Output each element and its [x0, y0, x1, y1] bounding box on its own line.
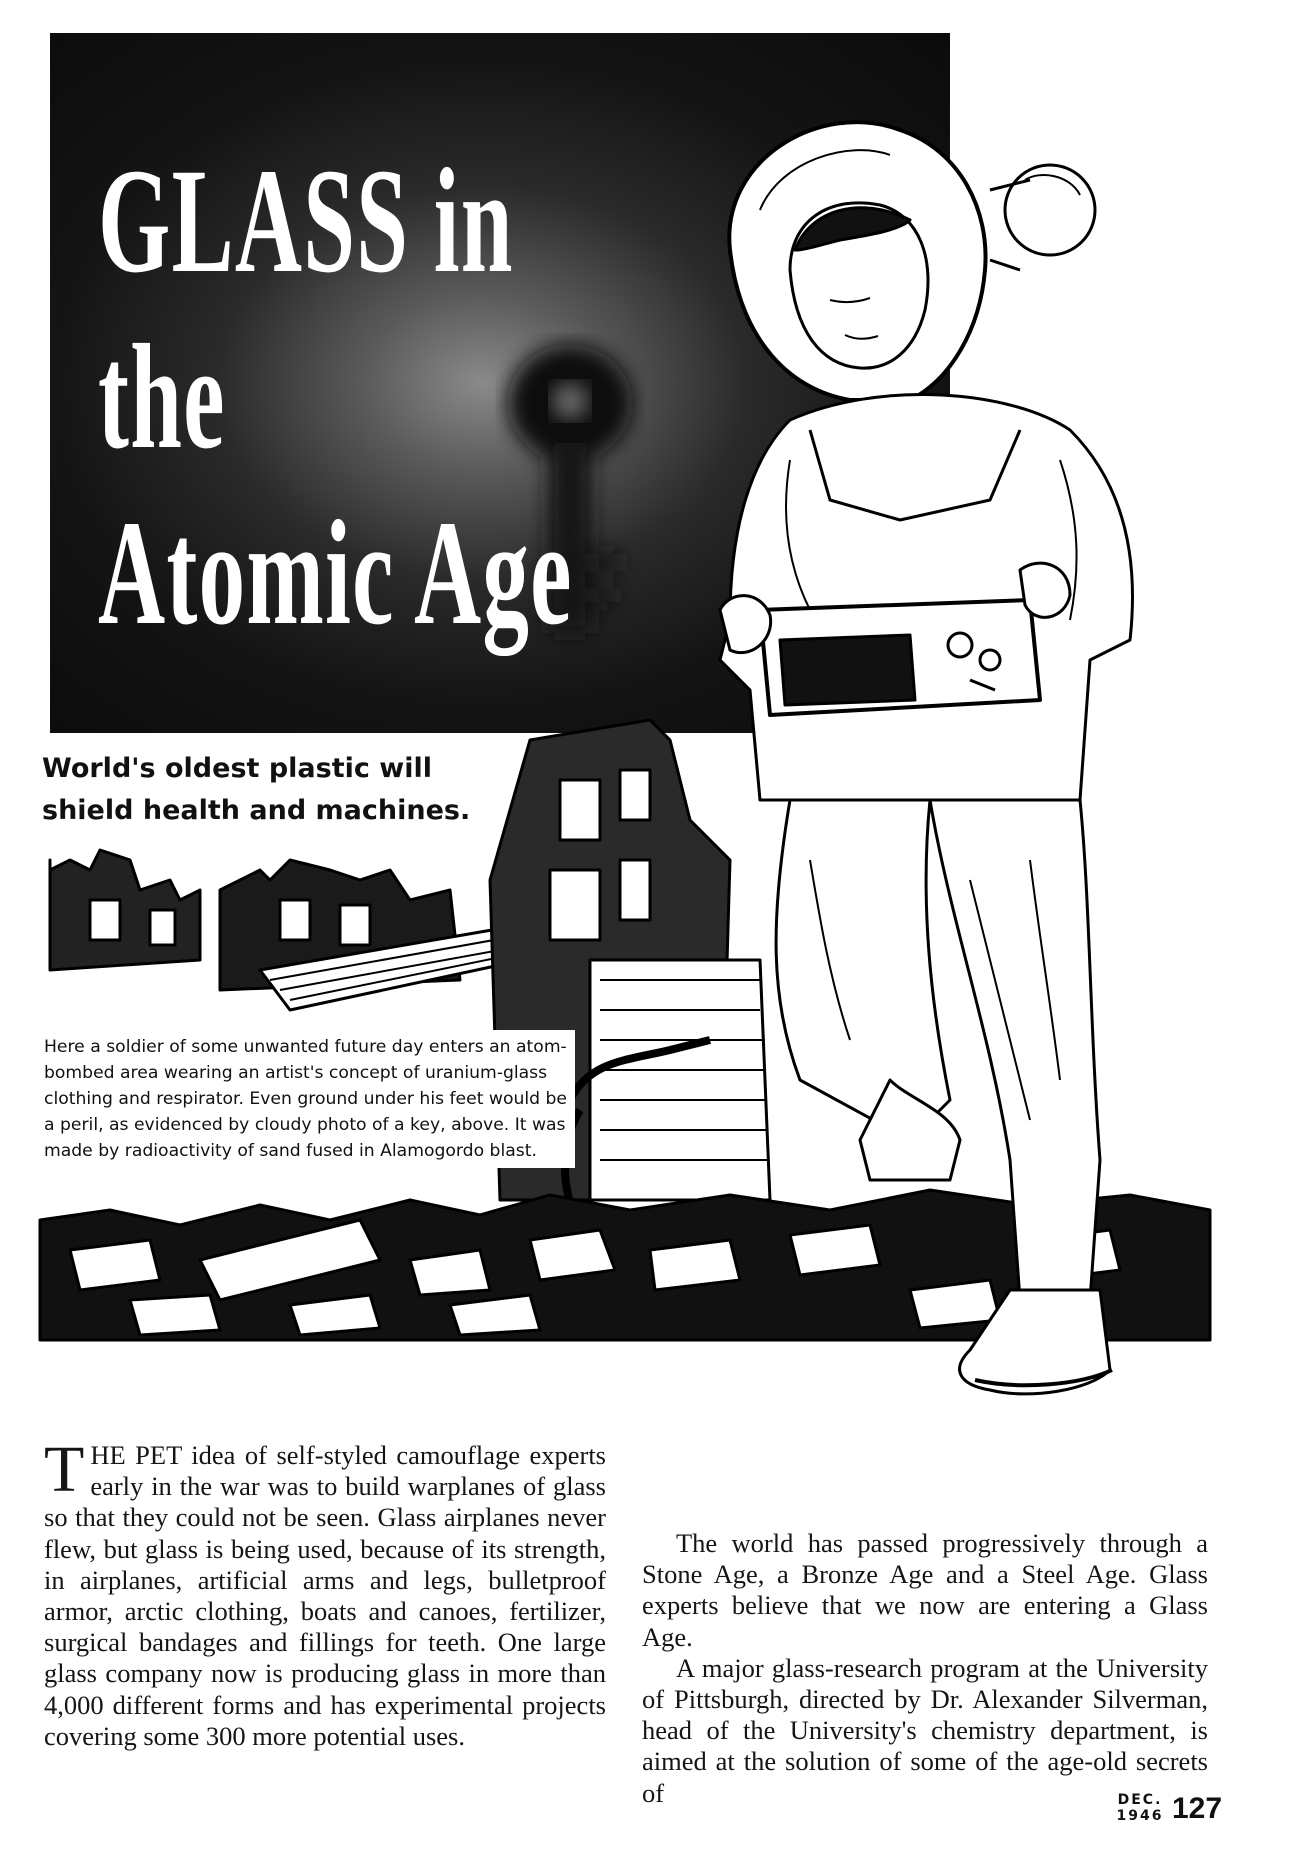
- issue-month: DEC.: [1117, 1792, 1163, 1808]
- page-number: 127: [1172, 1792, 1223, 1825]
- body-paragraph-3: A major glass-research program at the University of Pittsburgh, directed by Dr. Alexander Silverman, head of the University's chemistry department, is aimed at the solution of some of the age-old secrets of: [642, 1652, 1208, 1808]
- body-column-1: [44, 1433, 606, 1752]
- page-folio: [1110, 1792, 1230, 1832]
- drop-cap: T: [44, 1433, 85, 1506]
- title-line-2: the: [98, 314, 226, 480]
- article-subtitle: World's oldest plastic will shield health and machines.: [42, 753, 471, 826]
- illustration-caption: Here a soldier of some unwanted future day enters an atom-bombed area wearing an artist's concept of uranium-glass clothing and respirator. Even ground under his feet would be a peril, as evidenced by cloudy photo of a key, above. It was made by radioactivity of sand fused in Alamogordo blast.: [38, 1030, 575, 1168]
- body-column-2: [642, 1528, 1208, 1809]
- soldier-illustration: [30, 100, 1250, 1520]
- title-line-1: GLASS in: [98, 138, 514, 304]
- body-paragraph-1: [44, 1433, 606, 1752]
- issue-date: [1110, 1792, 1170, 1824]
- title-line-3: Atomic Age: [98, 490, 573, 656]
- body-paragraph-2: The world has passed progressively through a Stone Age, a Bronze Age and a Steel Age. Glass experts believe that we now are entering a Glass Age.: [642, 1528, 1208, 1652]
- issue-year: 1946: [1116, 1808, 1164, 1824]
- body-paragraph-1-text: HE PET idea of self-styled camouflage experts early in the war was to build warplanes of glass so that they could not be seen. Glass airplanes never flew, but glass is being used, because of its strength, in airplanes, artificial arms and legs, bulletproof armor, arctic clothing, boats and canoes, fertilizer, surgical bandages and fillings for teeth. One large glass company now is producing glass in more than 4,000 different forms and has experimental projects covering some 300 more potential uses.: [44, 1440, 606, 1751]
